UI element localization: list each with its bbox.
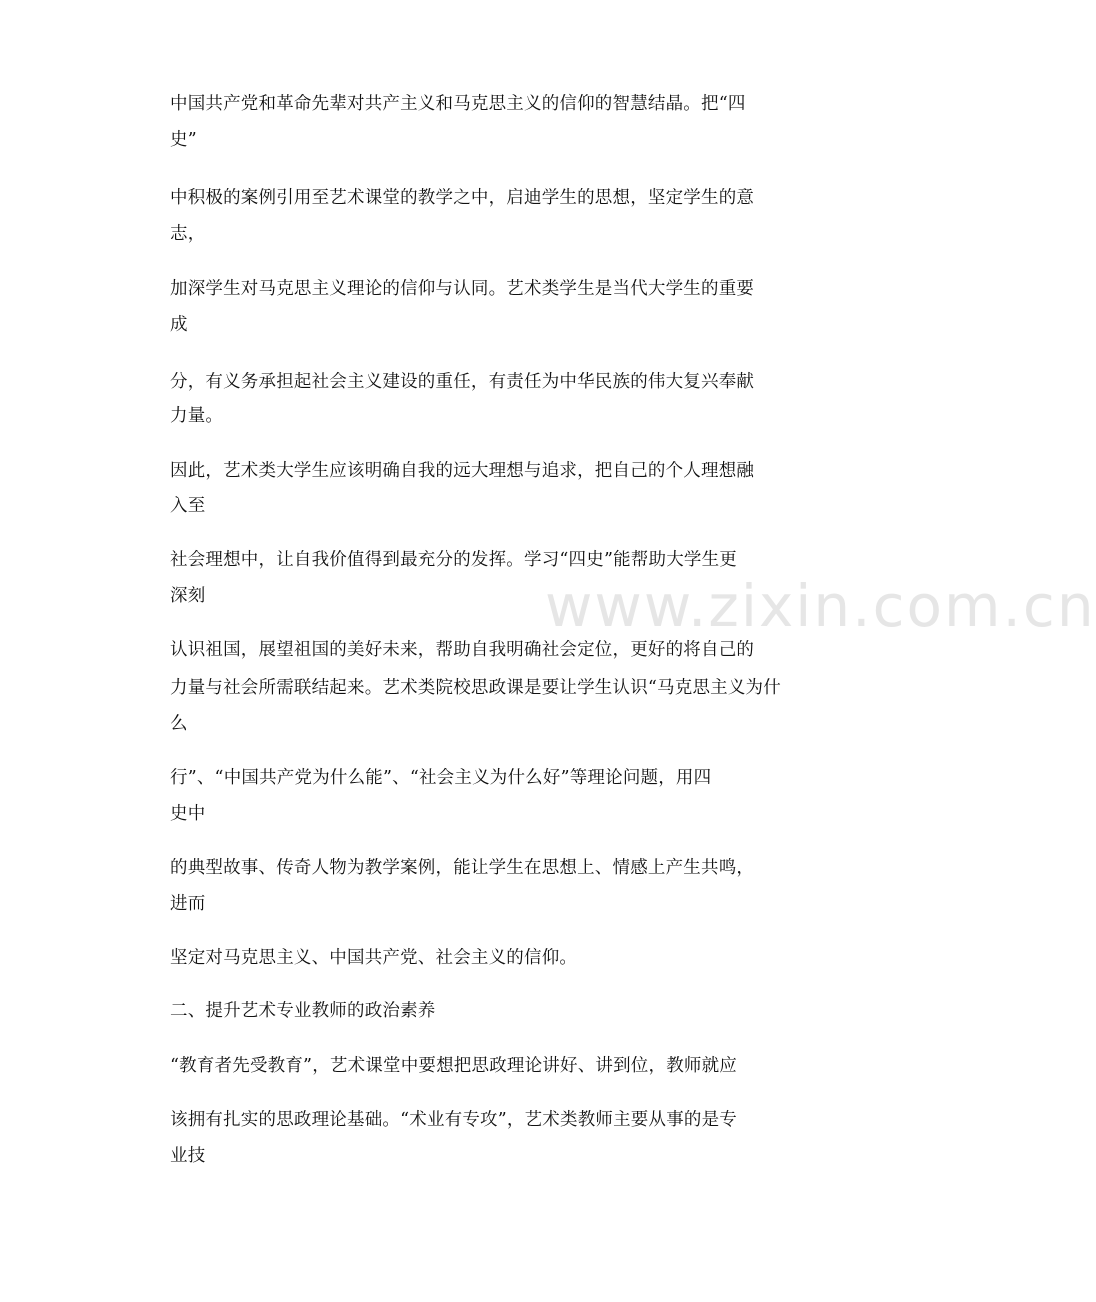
text-line: 中国共产党和革命先辈对共产主义和马克思主义的信仰的智慧结晶。把“四 [170,94,746,114]
text-line: 该拥有扎实的思政理论基础。“术业有专攻”，艺术类教师主要从事的是专 [170,1110,737,1130]
text-line: “教育者先受教育”，艺术课堂中要想把思政理论讲好、讲到位，教师就应 [170,1056,737,1076]
section-heading: 二、提升艺术专业教师的政治素养 [170,1001,436,1021]
text-line: 入至 [170,496,206,516]
text-line: 进而 [170,894,206,914]
watermark: www.zixin.com.cn [545,572,1096,640]
text-line: 加深学生对马克思主义理论的信仰与认同。艺术类学生是当代大学生的重要 [170,279,755,299]
text-line: 因此，艺术类大学生应该明确自我的远大理想与追求，把自己的个人理想融 [170,461,755,481]
text-line: 中积极的案例引用至艺术课堂的教学之中，启迪学生的思想，坚定学生的意 [170,188,755,208]
text-line: 么 [170,714,188,734]
text-line: 史中 [170,804,206,824]
text-line: 成 [170,315,188,335]
text-line: 社会理想中，让自我价值得到最充分的发挥。学习“四史”能帮助大学生更 [170,550,737,570]
text-line: 分，有义务承担起社会主义建设的重任，有责任为中华民族的伟大复兴奉献 [170,372,755,392]
text-line: 行”、“中国共产党为什么能”、“社会主义为什么好”等理论问题，用四 [170,768,712,788]
text-line: 坚定对马克思主义、中国共产党、社会主义的信仰。 [170,948,578,968]
text-line: 认识祖国，展望祖国的美好未来，帮助自我明确社会定位，更好的将自己的 [170,640,755,660]
text-line: 业技 [170,1146,206,1166]
text-line: 志， [170,224,206,244]
text-line: 力量。 [170,406,224,426]
text-line: 史” [170,130,197,150]
text-line: 的典型故事、传奇人物为教学案例，能让学生在思想上、情感上产生共鸣， [170,858,755,878]
text-line: 力量与社会所需联结起来。艺术类院校思政课是要让学生认识“马克思主义为什 [170,678,781,698]
text-line: 深刻 [170,586,206,606]
